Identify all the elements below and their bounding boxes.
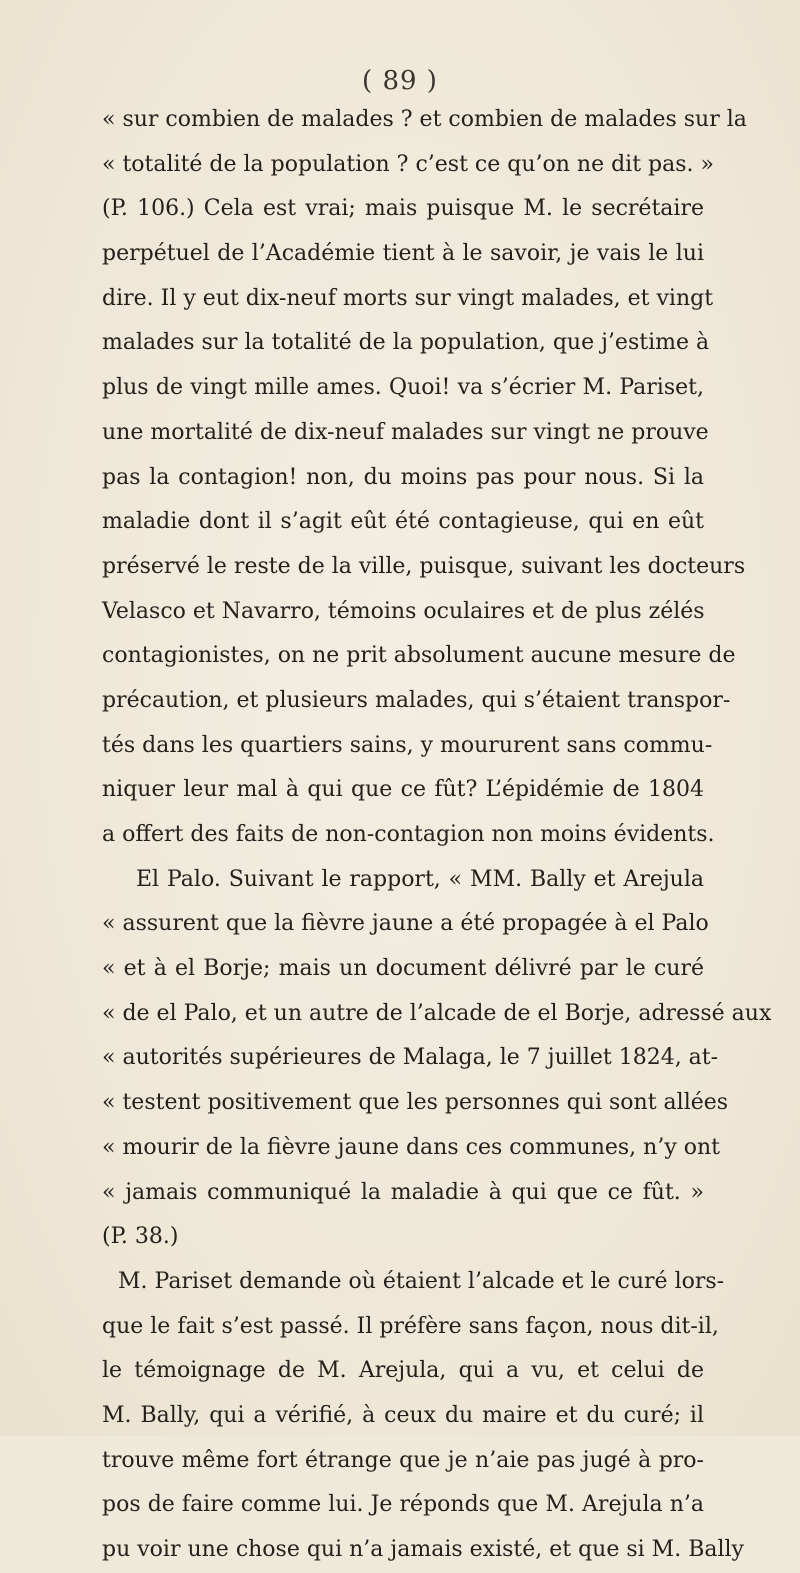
text-line: « de el Palo, et un autre de l’alcade de el Borje, adressé aux [102,1000,772,1026]
text-line: « mourir de la fièvre jaune dans ces communes, n’y ont [102,1134,721,1160]
text-line: pos de faire comme lui. Je réponds que M. Arejula n’a [102,1492,704,1518]
text-line: « jamais communiqué la maladie à qui que ce fût. » [102,1179,704,1205]
text-line: « autorités supérieures de Malaga, le 7 juillet 1824, at- [102,1045,719,1071]
text-line: préservé le reste de la ville, puisque, suivant les docteurs [102,553,746,579]
text-line: a offert des faits de non-contagion non moins évidents. [102,822,715,847]
text-line: malades sur la totalité de la population, que j’estime à [102,330,710,356]
text-line: le témoignage de M. Arejula, qui a vu, et celui de [102,1358,704,1384]
body-text [102,98,772,1573]
text-line: une mortalité de dix-neuf malades sur vingt ne prouve [102,419,709,445]
text-line: El Palo. Suivant le rapport, « MM. Bally et Arejula [136,866,704,892]
text-line: « assurent que la fièvre jaune a été propagée à el Palo [102,911,709,937]
text-line: tés dans les quartiers sains, y moururent sans commu- [102,732,713,758]
text-line: M. Bally, qui a vérifié, à ceux du maire et du curé; il [102,1402,704,1428]
text-line: que le fait s’est passé. Il préfère sans façon, nous dit-il, [102,1313,719,1339]
text-line: dire. Il y eut dix-neuf morts sur vingt malades, et vingt [102,285,714,311]
text-line: pu voir une chose qui n’a jamais existé, et que si M. Bally [102,1537,744,1562]
text-line: plus de vingt mille ames. Quoi! va s’écrier M. Pariset, [102,375,704,401]
text-line: M. Pariset demande où étaient l’alcade et le curé lors- [118,1268,725,1294]
text-line: (P. 38.) [102,1224,179,1250]
text-line: « testent positivement que les personnes qui sont allées [102,1090,729,1116]
text-line: perpétuel de l’Académie tient à le savoir, je vais le lui [102,241,704,267]
text-line: trouve même fort étrange que je n’aie pas jugé à pro- [102,1447,704,1473]
text-line: précaution, et plusieurs malades, qui s’étaient transpor- [102,687,731,713]
text-line: pas la contagion! non, du moins pas pour nous. Si la [102,464,704,490]
text-line: Velasco et Navarro, témoins oculaires et de plus zélés [102,598,705,624]
text-line: « et à el Borje; mais un document délivré par le curé [102,956,704,982]
text-line: (P. 106.) Cela est vrai; mais puisque M. le secrétaire [102,196,704,222]
text-line: niquer leur mal à qui que ce fût? L’épidémie de 1804 [102,777,704,803]
page-number: ( 89 ) [362,66,438,96]
text-line: contagionistes, on ne prit absolument aucune mesure de [102,643,736,669]
text-line: « totalité de la population ? c’est ce qu’on ne dit pas. » [102,151,714,177]
text-line: « sur combien de malades ? et combien de malades sur la [102,107,747,132]
text-line: maladie dont il s’agit eût été contagieuse, qui en eût [102,509,704,535]
